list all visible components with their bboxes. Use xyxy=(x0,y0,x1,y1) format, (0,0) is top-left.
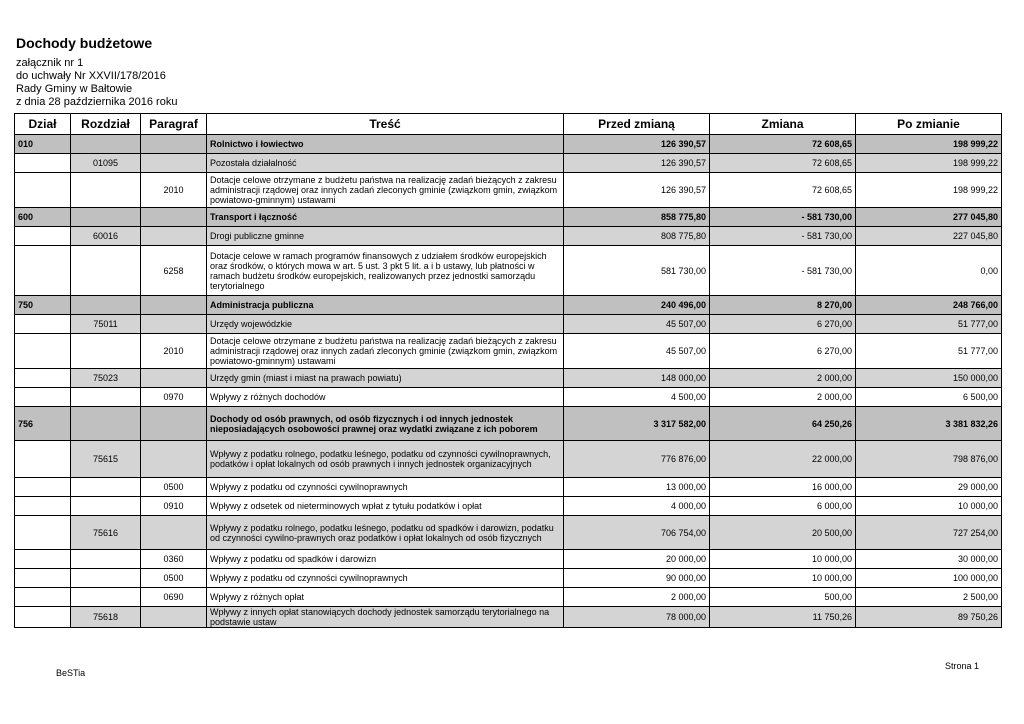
cell-dzial xyxy=(15,550,71,569)
cell-paragraf xyxy=(141,369,207,388)
cell-przed: 148 000,00 xyxy=(564,369,710,388)
cell-paragraf xyxy=(141,516,207,550)
cell-tresc: Dotacje celowe otrzymane z budżetu państwa na realizację zadań bieżących z zakresu administracji rządowej oraz innych zadań zleconych gminie (związkom gmin, związkom powiatowo-gminnym) ustawami xyxy=(207,173,564,208)
cell-dzial xyxy=(15,334,71,369)
cell-zmiana: - 581 730,00 xyxy=(710,208,856,227)
cell-rozdzial xyxy=(71,296,141,315)
cell-dzial xyxy=(15,441,71,478)
cell-przed: 126 390,57 xyxy=(564,173,710,208)
table-row xyxy=(15,208,1002,227)
cell-paragraf: 2010 xyxy=(141,334,207,369)
cell-dzial xyxy=(15,315,71,334)
cell-dzial xyxy=(15,173,71,208)
cell-rozdzial: 75011 xyxy=(71,315,141,334)
footer-app-name: BeSTia xyxy=(56,668,86,678)
cell-przed: 706 754,00 xyxy=(564,516,710,550)
cell-dzial: 750 xyxy=(15,296,71,315)
cell-po: 6 500,00 xyxy=(856,388,1002,407)
cell-zmiana: 72 608,65 xyxy=(710,154,856,173)
cell-przed: 20 000,00 xyxy=(564,550,710,569)
table-row xyxy=(15,296,1002,315)
cell-dzial xyxy=(15,497,71,516)
cell-dzial xyxy=(15,569,71,588)
cell-po: 198 999,22 xyxy=(856,173,1002,208)
cell-przed: 581 730,00 xyxy=(564,246,710,296)
cell-paragraf: 6258 xyxy=(141,246,207,296)
table-row xyxy=(15,227,1002,246)
cell-rozdzial xyxy=(71,135,141,154)
cell-przed: 90 000,00 xyxy=(564,569,710,588)
table-row xyxy=(15,334,1002,369)
cell-rozdzial xyxy=(71,550,141,569)
table-row xyxy=(15,246,1002,296)
subtitle-line: załącznik nr 1 xyxy=(16,57,84,69)
table-row xyxy=(15,154,1002,173)
cell-tresc: Wpływy z podatku od czynności cywilnoprawnych xyxy=(207,569,564,588)
cell-przed: 13 000,00 xyxy=(564,478,710,497)
cell-po: 10 000,00 xyxy=(856,497,1002,516)
cell-po: 3 381 832,26 xyxy=(856,407,1002,441)
cell-paragraf xyxy=(141,227,207,246)
cell-rozdzial: 75023 xyxy=(71,369,141,388)
table-row xyxy=(15,407,1002,441)
cell-rozdzial: 75615 xyxy=(71,441,141,478)
column-header: Przed zmianą xyxy=(564,114,710,135)
cell-po: 227 045,80 xyxy=(856,227,1002,246)
cell-po: 89 750,26 xyxy=(856,607,1002,628)
table-row xyxy=(15,369,1002,388)
budget-table xyxy=(14,113,1002,628)
cell-dzial: 600 xyxy=(15,208,71,227)
cell-zmiana: 2 000,00 xyxy=(710,369,856,388)
table-row xyxy=(15,315,1002,334)
table-header-row xyxy=(15,114,1002,135)
cell-tresc: Wpływy z podatku rolnego, podatku leśnego, podatku od spadków i darowizn, podatku od czynności cywilno-prawnych oraz podatków i opłat lokalnych od osób fizycznych xyxy=(207,516,564,550)
cell-tresc: Pozostała działalność xyxy=(207,154,564,173)
cell-tresc: Administracja publiczna xyxy=(207,296,564,315)
cell-po: 150 000,00 xyxy=(856,369,1002,388)
cell-dzial xyxy=(15,369,71,388)
cell-dzial xyxy=(15,516,71,550)
subtitle-line: z dnia 28 października 2016 roku xyxy=(16,96,178,108)
cell-po: 30 000,00 xyxy=(856,550,1002,569)
cell-po: 198 999,22 xyxy=(856,135,1002,154)
cell-dzial xyxy=(15,607,71,628)
subtitle-line: do uchwały Nr XXVII/178/2016 xyxy=(16,70,166,82)
table-row xyxy=(15,478,1002,497)
cell-zmiana: 72 608,65 xyxy=(710,173,856,208)
cell-tresc: Rolnictwo i łowiectwo xyxy=(207,135,564,154)
cell-tresc: Dotacje celowe w ramach programów finansowych z udziałem środków europejskich oraz środków, o których mowa w art. 5 ust. 3 pkt 5 lit. a i b ustawy, lub płatności w ramach budżetu środków europejskich, realizowanych przez jednostki samorządu terytorialnego xyxy=(207,246,564,296)
cell-zmiana: - 581 730,00 xyxy=(710,227,856,246)
table-row xyxy=(15,441,1002,478)
cell-paragraf xyxy=(141,607,207,628)
column-header: Zmiana xyxy=(710,114,856,135)
cell-tresc: Wpływy z podatku od czynności cywilnoprawnych xyxy=(207,478,564,497)
cell-rozdzial xyxy=(71,334,141,369)
cell-przed: 2 000,00 xyxy=(564,588,710,607)
cell-zmiana: 2 000,00 xyxy=(710,388,856,407)
cell-paragraf: 0910 xyxy=(141,497,207,516)
cell-po: 727 254,00 xyxy=(856,516,1002,550)
cell-rozdzial: 60016 xyxy=(71,227,141,246)
cell-rozdzial xyxy=(71,246,141,296)
cell-zmiana: 6 270,00 xyxy=(710,334,856,369)
cell-zmiana: 10 000,00 xyxy=(710,569,856,588)
cell-tresc: Wpływy z innych opłat stanowiących dochody jednostek samorządu terytorialnego na podstawie ustaw xyxy=(207,607,564,628)
cell-tresc: Dochody od osób prawnych, od osób fizycznych i od innych jednostek nieposiadających osobowości prawnej oraz wydatki związane z ich poborem xyxy=(207,407,564,441)
cell-przed: 808 775,80 xyxy=(564,227,710,246)
cell-dzial xyxy=(15,154,71,173)
cell-tresc: Wpływy z odsetek od nieterminowych wpłat z tytułu podatków i opłat xyxy=(207,497,564,516)
cell-zmiana: 6 000,00 xyxy=(710,497,856,516)
cell-po: 248 766,00 xyxy=(856,296,1002,315)
cell-paragraf xyxy=(141,315,207,334)
cell-zmiana: 22 000,00 xyxy=(710,441,856,478)
cell-paragraf xyxy=(141,208,207,227)
cell-dzial xyxy=(15,227,71,246)
cell-zmiana: 11 750,26 xyxy=(710,607,856,628)
cell-paragraf: 2010 xyxy=(141,173,207,208)
column-header: Treść xyxy=(207,114,564,135)
column-header: Dział xyxy=(15,114,71,135)
cell-dzial xyxy=(15,478,71,497)
subtitle-line: Rady Gminy w Bałtowie xyxy=(16,83,133,95)
cell-paragraf: 0690 xyxy=(141,588,207,607)
cell-po: 2 500,00 xyxy=(856,588,1002,607)
cell-przed: 3 317 582,00 xyxy=(564,407,710,441)
cell-paragraf: 0970 xyxy=(141,388,207,407)
cell-rozdzial xyxy=(71,478,141,497)
cell-dzial xyxy=(15,388,71,407)
cell-zmiana: 16 000,00 xyxy=(710,478,856,497)
cell-przed: 126 390,57 xyxy=(564,154,710,173)
cell-dzial xyxy=(15,246,71,296)
cell-paragraf xyxy=(141,441,207,478)
cell-rozdzial: 01095 xyxy=(71,154,141,173)
cell-przed: 4 500,00 xyxy=(564,388,710,407)
cell-przed: 78 000,00 xyxy=(564,607,710,628)
cell-rozdzial xyxy=(71,388,141,407)
cell-paragraf: 0500 xyxy=(141,478,207,497)
table-row xyxy=(15,173,1002,208)
page-title: Dochody budżetowe xyxy=(16,35,153,51)
cell-po: 0,00 xyxy=(856,246,1002,296)
cell-paragraf: 0360 xyxy=(141,550,207,569)
table-row xyxy=(15,388,1002,407)
cell-zmiana: 20 500,00 xyxy=(710,516,856,550)
cell-rozdzial xyxy=(71,497,141,516)
cell-zmiana: 8 270,00 xyxy=(710,296,856,315)
cell-zmiana: 6 270,00 xyxy=(710,315,856,334)
cell-zmiana: 72 608,65 xyxy=(710,135,856,154)
table-row xyxy=(15,607,1002,628)
page-number: Strona 1 xyxy=(945,661,980,671)
cell-przed: 45 507,00 xyxy=(564,315,710,334)
cell-przed: 776 876,00 xyxy=(564,441,710,478)
cell-tresc: Wpływy z podatku rolnego, podatku leśnego, podatku od czynności cywilnoprawnych, podatków i opłat lokalnych od osób prawnych i innych jednostek organizacyjnych xyxy=(207,441,564,478)
cell-tresc: Wpływy z podatku od spadków i darowizn xyxy=(207,550,564,569)
cell-tresc: Urzędy wojewódzkie xyxy=(207,315,564,334)
cell-paragraf xyxy=(141,296,207,315)
column-header: Paragraf xyxy=(141,114,207,135)
cell-dzial: 756 xyxy=(15,407,71,441)
cell-przed: 240 496,00 xyxy=(564,296,710,315)
column-header: Po zmianie xyxy=(856,114,1002,135)
cell-przed: 858 775,80 xyxy=(564,208,710,227)
column-header: Rozdział xyxy=(71,114,141,135)
table-row xyxy=(15,569,1002,588)
cell-przed: 126 390,57 xyxy=(564,135,710,154)
cell-zmiana: 64 250,26 xyxy=(710,407,856,441)
table-row xyxy=(15,588,1002,607)
cell-zmiana: 10 000,00 xyxy=(710,550,856,569)
cell-rozdzial xyxy=(71,569,141,588)
cell-rozdzial xyxy=(71,588,141,607)
cell-po: 277 045,80 xyxy=(856,208,1002,227)
cell-zmiana: 500,00 xyxy=(710,588,856,607)
table-row xyxy=(15,135,1002,154)
cell-tresc: Drogi publiczne gminne xyxy=(207,227,564,246)
cell-przed: 4 000,00 xyxy=(564,497,710,516)
cell-rozdzial: 75618 xyxy=(71,607,141,628)
table-row xyxy=(15,516,1002,550)
cell-po: 198 999,22 xyxy=(856,154,1002,173)
cell-tresc: Transport i łączność xyxy=(207,208,564,227)
cell-tresc: Wpływy z różnych opłat xyxy=(207,588,564,607)
cell-zmiana: - 581 730,00 xyxy=(710,246,856,296)
table-row xyxy=(15,550,1002,569)
cell-tresc: Dotacje celowe otrzymane z budżetu państwa na realizację zadań bieżących z zakresu administracji rządowej oraz innych zadań zleconych gminie (związkom gmin, związkom powiatowo-gminnym) ustawami xyxy=(207,334,564,369)
cell-rozdzial xyxy=(71,407,141,441)
cell-dzial: 010 xyxy=(15,135,71,154)
cell-po: 29 000,00 xyxy=(856,478,1002,497)
cell-po: 51 777,00 xyxy=(856,315,1002,334)
cell-paragraf xyxy=(141,407,207,441)
cell-dzial xyxy=(15,588,71,607)
cell-po: 100 000,00 xyxy=(856,569,1002,588)
cell-po: 798 876,00 xyxy=(856,441,1002,478)
cell-rozdzial xyxy=(71,173,141,208)
cell-rozdzial xyxy=(71,208,141,227)
cell-paragraf xyxy=(141,154,207,173)
cell-po: 51 777,00 xyxy=(856,334,1002,369)
table-row xyxy=(15,497,1002,516)
cell-przed: 45 507,00 xyxy=(564,334,710,369)
cell-tresc: Wpływy z różnych dochodów xyxy=(207,388,564,407)
cell-paragraf xyxy=(141,135,207,154)
cell-paragraf: 0500 xyxy=(141,569,207,588)
cell-tresc: Urzędy gmin (miast i miast na prawach powiatu) xyxy=(207,369,564,388)
cell-rozdzial: 75616 xyxy=(71,516,141,550)
